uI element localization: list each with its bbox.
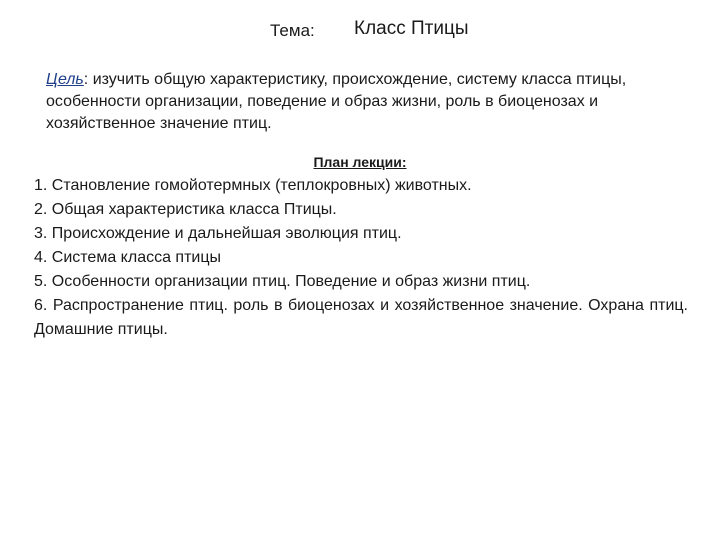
goal-label: Цель <box>46 71 84 88</box>
plan-item: 6. Распространение птиц. роль в биоценозах и хозяйственное значение. Охрана птиц. Домашние птицы. <box>34 297 688 338</box>
topic-label: Тема: <box>270 21 315 40</box>
plan-item: 5. Особенности организации птиц. Поведение и образ жизни птиц. <box>34 273 531 290</box>
plan-item: 4. Система класса птицы <box>34 249 222 266</box>
plan-item: 1. Становление гомойотермных (теплокровных) животных. <box>34 177 472 194</box>
plan-list <box>34 174 688 342</box>
plan-item: 3. Происхождение и дальнейшая эволюция птиц. <box>34 225 402 242</box>
plan-heading: План лекции: <box>313 154 407 170</box>
title-row <box>0 18 720 44</box>
lecture-goal <box>46 69 710 135</box>
plan-item: 2. Общая характеристика класса Птицы. <box>34 201 337 218</box>
goal-text: : изучить общую характеристику, происхождение, систему класса птицы, особенности организации, поведение и образ жизни, роль в биоценозах и хозяйственное значение птиц. <box>46 71 627 132</box>
slide-title: Класс Птицы <box>354 18 469 39</box>
